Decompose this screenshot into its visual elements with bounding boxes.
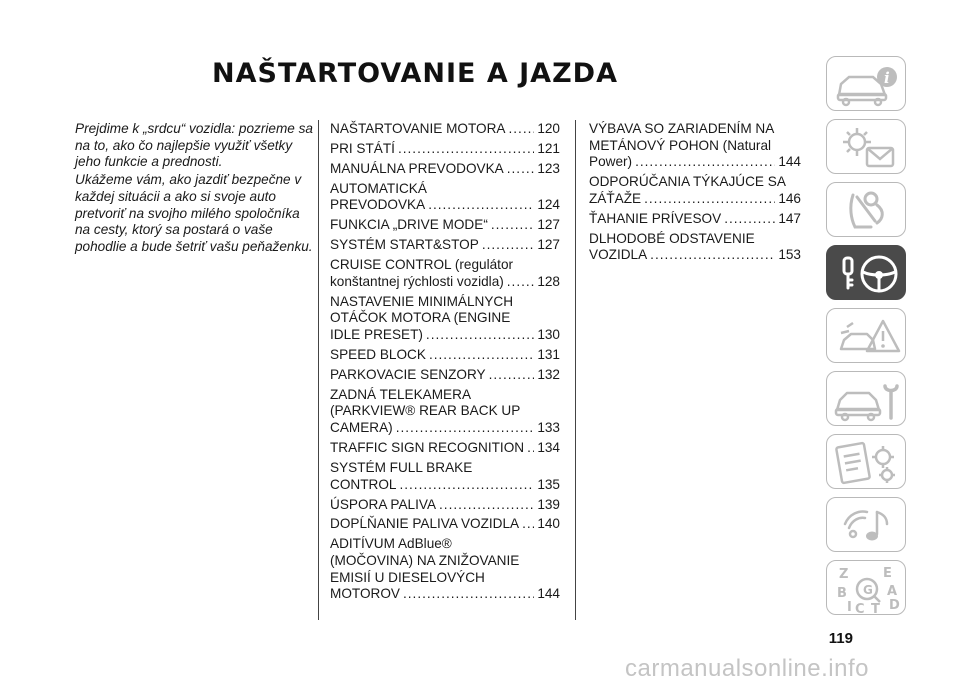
toc-entry[interactable]: [330, 217, 560, 234]
toc-dot-leader: [522, 516, 534, 533]
toc-entry-title-line: EMISIÍ U DIESELOVÝCH: [330, 569, 485, 585]
toc-entry-title-line: ZADNÁ TELEKAMERA: [330, 386, 472, 402]
svg-text:I: I: [847, 600, 852, 615]
svg-text:B: B: [837, 586, 847, 601]
toc-entry-title: konštantnej rýchlosti vozidla): [330, 273, 504, 289]
toc-column-2: [589, 121, 801, 267]
toc-entry-title-line: ADITÍVUM AdBlue®: [330, 536, 452, 552]
toc-entry[interactable]: [330, 536, 560, 603]
toc-entry-title-line: AUTOMATICKÁ: [330, 180, 427, 196]
toc-entry-row: [330, 497, 560, 514]
toc-entry[interactable]: [330, 161, 560, 178]
chapter-tab-multimedia[interactable]: [826, 497, 906, 552]
toc-dot-leader: [399, 477, 534, 494]
car-wrench-icon: [827, 372, 907, 427]
toc-dot-leader: [429, 347, 534, 364]
intro-paragraph-2: Ukážeme vám, ako jazdiť bezpečne v každej situácii a ako si svoje auto pretvoriť na svojho milého spoločníka na cesty, ktorý sa postará o vaše pohodlie a bude šetriť vašu peňaženku.: [75, 172, 313, 254]
chapter-tab-safety[interactable]: [826, 182, 906, 237]
toc-entry[interactable]: [330, 460, 560, 493]
toc-entry[interactable]: [589, 121, 801, 171]
toc-dot-leader: [482, 237, 535, 254]
toc-entry-row: [330, 197, 560, 214]
checklist-gears-icon: [827, 435, 907, 490]
toc-entry-title: SYSTÉM START&STOP: [330, 237, 479, 253]
toc-entry-title: TRAFFIC SIGN RECOGNITION: [330, 440, 525, 456]
toc-dot-leader: [403, 586, 534, 603]
watermark: carmanualsonline.info: [625, 655, 869, 682]
svg-text:A: A: [887, 584, 898, 599]
toc-entry-row: [330, 217, 560, 234]
toc-entry-title-line: (MOČOVINA) NA ZNIŽOVANIE: [330, 552, 520, 568]
toc-entry[interactable]: [330, 257, 560, 290]
toc-entry-title: ÚSPORA PALIVA: [330, 496, 437, 512]
toc-entry[interactable]: [330, 387, 560, 437]
toc-entry-title-line: OTÁČOK MOTORA (ENGINE: [330, 310, 511, 326]
svg-text:D: D: [889, 598, 900, 613]
toc-entry-title: MOTOROV: [330, 586, 400, 602]
toc-entry-title-line: ODPORÚČANIA TÝKAJÚCE SA: [589, 174, 786, 190]
toc-entry-title: CONTROL: [330, 476, 397, 492]
toc-entry[interactable]: [330, 121, 560, 138]
toc-entry-title: VOZIDLA: [589, 247, 648, 263]
chapter-tab-maintenance[interactable]: [826, 371, 906, 426]
toc-entry-row: [589, 154, 801, 171]
toc-entry-title: IDLE PRESET): [330, 327, 423, 343]
toc-entry-title: MANUÁLNA PREVODOVKA: [330, 160, 504, 176]
car-crash-warning-icon: [827, 309, 907, 364]
toc-entry-title: PARKOVACIE SENZORY: [330, 366, 486, 382]
chapter-tab-emergency[interactable]: [826, 308, 906, 363]
toc-entry[interactable]: [330, 440, 560, 457]
toc-entry-title: PREVODOVKA: [330, 197, 426, 213]
toc-entry-title: DOPĹŇANIE PALIVA VOZIDLA: [330, 516, 520, 532]
svg-text:Z: Z: [839, 567, 849, 582]
toc-dot-leader: [439, 497, 534, 514]
svg-text:C: C: [855, 602, 865, 616]
toc-page-number: 134: [537, 440, 560, 456]
toc-dot-leader: [650, 247, 775, 264]
toc-entry[interactable]: [330, 181, 560, 214]
toc-dot-leader: [426, 327, 534, 344]
toc-entry[interactable]: [330, 141, 560, 158]
toc-dot-leader: [724, 211, 775, 228]
toc-entry-row: [330, 274, 560, 291]
toc-entry-row: [589, 191, 801, 208]
toc-entry-row: [330, 141, 560, 158]
toc-page-number: 144: [537, 586, 560, 602]
toc-entry-title-line: SYSTÉM FULL BRAKE: [330, 459, 473, 475]
svg-text:T: T: [871, 602, 880, 616]
toc-entry[interactable]: [330, 516, 560, 533]
toc-entry[interactable]: [330, 237, 560, 254]
toc-dot-leader: [527, 440, 534, 457]
toc-dot-leader: [398, 141, 534, 158]
toc-entry-title: NAŠTARTOVANIE MOTORA: [330, 121, 506, 136]
toc-page-number: 127: [537, 217, 560, 233]
toc-page-number: 144: [778, 154, 801, 170]
toc-entry-title-line: DLHODOBÉ ODSTAVENIE: [589, 230, 755, 246]
toc-dot-leader: [491, 217, 534, 234]
toc-dot-leader: [489, 367, 535, 384]
svg-text:G: G: [863, 583, 873, 597]
toc-entry-row: [330, 586, 560, 603]
toc-entry-title-line: METÁNOVÝ POHON (Natural: [589, 137, 772, 153]
toc-page-number: 131: [537, 346, 560, 362]
toc-entry-title: ZÁŤAŽE: [589, 191, 642, 206]
toc-entry-row: [589, 247, 801, 264]
chapter-tab-index[interactable]: [826, 560, 906, 615]
toc-entry-title-line: VÝBAVA SO ZARIADENÍM NA: [589, 121, 775, 136]
toc-entry-title: CAMERA): [330, 420, 393, 436]
toc-entry-row: [330, 347, 560, 364]
toc-entry-row: [330, 440, 560, 457]
warning-lights-mail-icon: [827, 120, 907, 175]
page-title: NAŠTARTOVANIE A JAZDA: [212, 58, 618, 89]
toc-entry[interactable]: [330, 497, 560, 514]
toc-dot-leader: [644, 191, 775, 208]
toc-entry-title: Power): [589, 154, 633, 170]
toc-column-1: [330, 121, 560, 606]
toc-page-number: 139: [537, 496, 560, 512]
toc-page-number: 120: [537, 121, 560, 136]
toc-dot-leader: [428, 197, 534, 214]
chapter-tab-car-info[interactable]: [826, 56, 906, 111]
chapter-tab-starting-driving[interactable]: [826, 245, 906, 300]
toc-entry-title: SPEED BLOCK: [330, 346, 426, 362]
svg-text:E: E: [883, 566, 892, 581]
toc-entry-row: [330, 121, 560, 138]
toc-page-number: 135: [537, 476, 560, 492]
svg-text:i: i: [884, 69, 890, 87]
toc-entry[interactable]: [589, 174, 801, 207]
toc-page-number: 128: [537, 273, 560, 289]
toc-page-number: 147: [778, 210, 801, 226]
car-info-icon: [827, 57, 907, 112]
intro-paragraph-1: Prejdime k „srdcu“ vozidla: pozrieme sa na to, ako čo najlepšie využiť všetky jeho funkcie a prednosti.: [75, 121, 313, 170]
toc-entry-row: [330, 237, 560, 254]
toc-page-number: 130: [537, 327, 560, 343]
toc-page-number: 140: [537, 516, 560, 532]
chapter-tab-warning-lights[interactable]: [826, 119, 906, 174]
alphabet-index-search-icon: [827, 561, 907, 616]
toc-entry[interactable]: [330, 347, 560, 364]
toc-page-number: 127: [537, 237, 560, 253]
toc-dot-leader: [396, 420, 535, 437]
toc-page-number: 133: [537, 420, 560, 436]
chapter-tab-technical-data[interactable]: [826, 434, 906, 489]
toc-page-number: 146: [778, 191, 801, 206]
seat-airbag-icon: [827, 183, 907, 238]
toc-dot-leader: [507, 274, 535, 291]
toc-entry-row: [330, 367, 560, 384]
toc-dot-leader: [509, 121, 535, 138]
toc-entry[interactable]: [589, 231, 801, 264]
toc-entry-row: [330, 327, 560, 344]
column-divider-left: [318, 120, 319, 620]
toc-entry-row: [330, 516, 560, 533]
intro-text: [75, 121, 315, 257]
toc-entry-row: [330, 420, 560, 437]
key-steering-wheel-icon: [827, 246, 907, 301]
toc-entry-row: [330, 477, 560, 494]
column-divider-right: [575, 120, 576, 620]
toc-entry-title-line: NASTAVENIE MINIMÁLNYCH: [330, 293, 514, 309]
toc-entry-title: PRI STÁTÍ: [330, 140, 395, 156]
toc-entry[interactable]: [330, 294, 560, 344]
toc-entry-row: [589, 211, 801, 228]
media-music-icon: [827, 498, 907, 553]
toc-entry-title-line: CRUISE CONTROL (regulátor: [330, 257, 514, 273]
toc-page-number: 121: [537, 140, 560, 156]
toc-entry[interactable]: [330, 367, 560, 384]
toc-page-number: 123: [537, 160, 560, 176]
toc-entry-title: FUNKCIA „DRIVE MODE“: [330, 217, 488, 233]
toc-entry-title: ŤAHANIE PRÍVESOV: [589, 210, 722, 226]
toc-dot-leader: [635, 154, 775, 171]
page-number: 119: [828, 630, 853, 647]
toc-page-number: 153: [778, 247, 801, 263]
toc-entry-row: [330, 161, 560, 178]
toc-entry-title-line: (PARKVIEW® REAR BACK UP: [330, 403, 521, 419]
toc-dot-leader: [507, 161, 535, 178]
toc-entry[interactable]: [589, 211, 801, 228]
toc-page-number: 132: [537, 366, 560, 382]
toc-page-number: 124: [537, 197, 560, 213]
